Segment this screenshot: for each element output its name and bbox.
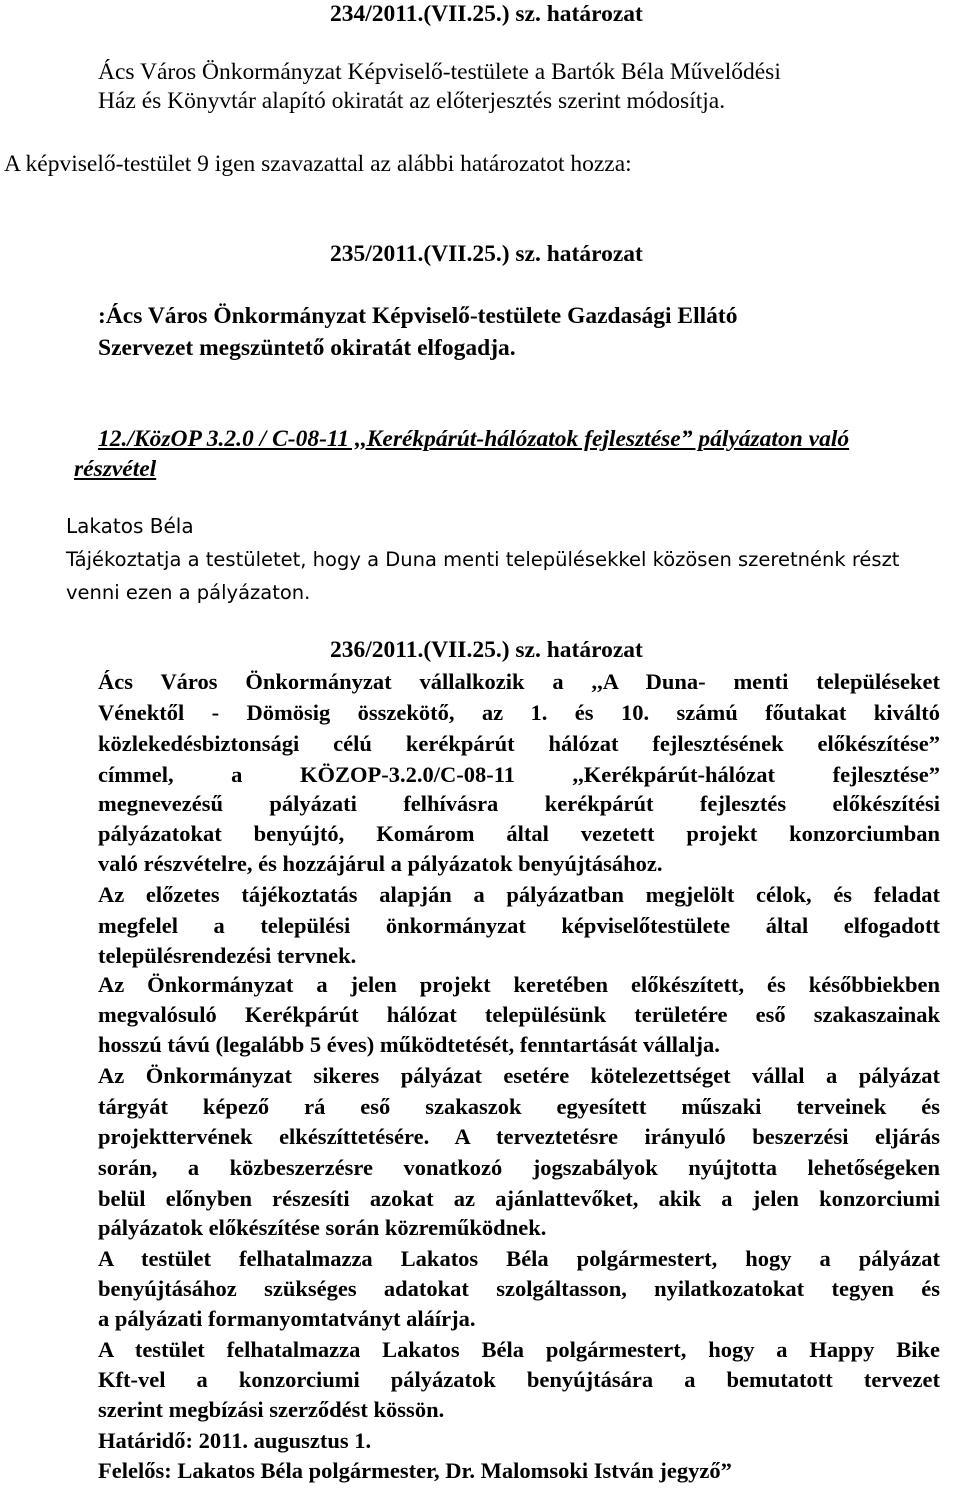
- resolution-236-text-line: Az Önkormányzat sikeres pályázat esetére kötelezettséget vállal a pályázat: [98, 1063, 940, 1088]
- resolution-236-text-line: közlekedésbiztonsági célú kerékpárút hálózat fejlesztésének előkészítése”: [98, 731, 940, 756]
- speaker-info-line: venni ezen a pályázaton.: [66, 581, 311, 604]
- resolution-235-text-line: Szervezet megszüntető okiratát elfogadja.: [98, 335, 516, 361]
- resolution-236-text-line: a pályázati formanyomtatványt aláírja.: [98, 1306, 476, 1331]
- resolution-235-heading: 235/2011.(VII.25.) sz. határozat: [330, 241, 643, 267]
- resolution-236-text-line: A testület felhatalmazza Lakatos Béla polgármestert, hogy a pályázat: [98, 1246, 940, 1271]
- resolution-236-text-line: Az előzetes tájékoztatás alapján a pályázatban megjelölt célok, és feladat: [98, 882, 940, 907]
- responsible-line: Felelős: Lakatos Béla polgármester, Dr. Malomsoki István jegyző”: [98, 1458, 732, 1483]
- speaker-name: Lakatos Béla: [66, 514, 194, 538]
- resolution-235-text-line: :Ács Város Önkormányzat Képviselő-testülete Gazdasági Ellátó: [98, 303, 738, 329]
- resolution-236-text-line: megfelel a települési önkormányzat képviselőtestülete által elfogadott: [98, 913, 940, 938]
- resolution-236-text-line: pályázatokat benyújtó, Komárom által vezetett projekt konzorciumban: [98, 821, 940, 846]
- resolution-236-text-line: Vénektől - Dömösig összekötő, az 1. és 10. számú főutakat kiváltó: [98, 700, 940, 725]
- resolution-236-text-line: benyújtásához szükséges adatokat szolgáltasson, nyilatkozatokat tegyen és: [98, 1276, 940, 1301]
- vote-statement: A képviselő-testület 9 igen szavazattal az alábbi határozatot hozza:: [4, 151, 632, 177]
- resolution-234-heading: 234/2011.(VII.25.) sz. határozat: [330, 1, 643, 27]
- resolution-236-text-line: Kft-vel a konzorciumi pályázatok benyújtására a bemutatott tervezet: [98, 1367, 940, 1392]
- resolution-236-text-line: A testület felhatalmazza Lakatos Béla polgármestert, hogy a Happy Bike: [98, 1337, 940, 1362]
- resolution-236-text-line: során, a közbeszerzésre vonatkozó jogszabályok nyújtotta lehetőségeken: [98, 1155, 940, 1180]
- agenda-item-12-title-cont: részvétel: [74, 456, 157, 482]
- agenda-item-12-title: 12./KözOP 3.2.0 / C-08-11 ,,Kerékpárút-hálózatok fejlesztése” pályázaton való: [98, 426, 850, 452]
- deadline-line: Határidő: 2011. augusztus 1.: [98, 1428, 372, 1453]
- resolution-236-text-line: hosszú távú (legalább 5 éves) működtetését, fenntartását vállalja.: [98, 1032, 720, 1057]
- resolution-236-text-line: pályázatok előkészítése során közreműködnek.: [98, 1215, 547, 1240]
- resolution-236-text-line: településrendezési tervnek.: [98, 943, 357, 968]
- resolution-236-text-line: címmel, a KÖZOP-3.2.0/C-08-11 ,,Kerékpárút-hálózat fejlesztése”: [98, 762, 940, 787]
- resolution-234-text-line: Ház és Könyvtár alapító okiratát az előterjesztés szerint módosítja.: [98, 88, 726, 114]
- resolution-236-text-line: belül előnyben részesíti azokat az ajánlattevőket, akik a jelen konzorciumi: [98, 1186, 940, 1211]
- resolution-236-text-line: megnevezésű pályázati felhívásra kerékpárút fejlesztés előkészítési: [98, 791, 940, 816]
- resolution-236-heading: 236/2011.(VII.25.) sz. határozat: [330, 637, 643, 663]
- resolution-234-text-line: Ács Város Önkormányzat Képviselő-testülete a Bartók Béla Művelődési: [98, 59, 781, 85]
- resolution-236-text-line: való részvételre, és hozzájárul a pályázatok benyújtásához.: [98, 851, 663, 876]
- speaker-info-line: Tájékoztatja a testületet, hogy a Duna menti településekkel közösen szeretnénk részt: [66, 548, 900, 571]
- resolution-236-text-line: Ács Város Önkormányzat vállalkozik a ,,A Duna- menti településeket: [98, 669, 940, 694]
- resolution-236-text-line: projekttervének elkészíttetésére. A terveztetésre irányuló beszerzési eljárás: [98, 1124, 940, 1149]
- resolution-236-text-line: szerint megbízási szerződést kössön.: [98, 1397, 445, 1422]
- resolution-236-text-line: Az Önkormányzat a jelen projekt keretében előkészített, és későbbiekben: [98, 972, 940, 997]
- resolution-236-text-line: megvalósuló Kerékpárút hálózat településünk területére eső szakaszainak: [98, 1002, 940, 1027]
- resolution-236-text-line: tárgyát képező rá eső szakaszok egyesített műszaki terveinek és: [98, 1094, 940, 1119]
